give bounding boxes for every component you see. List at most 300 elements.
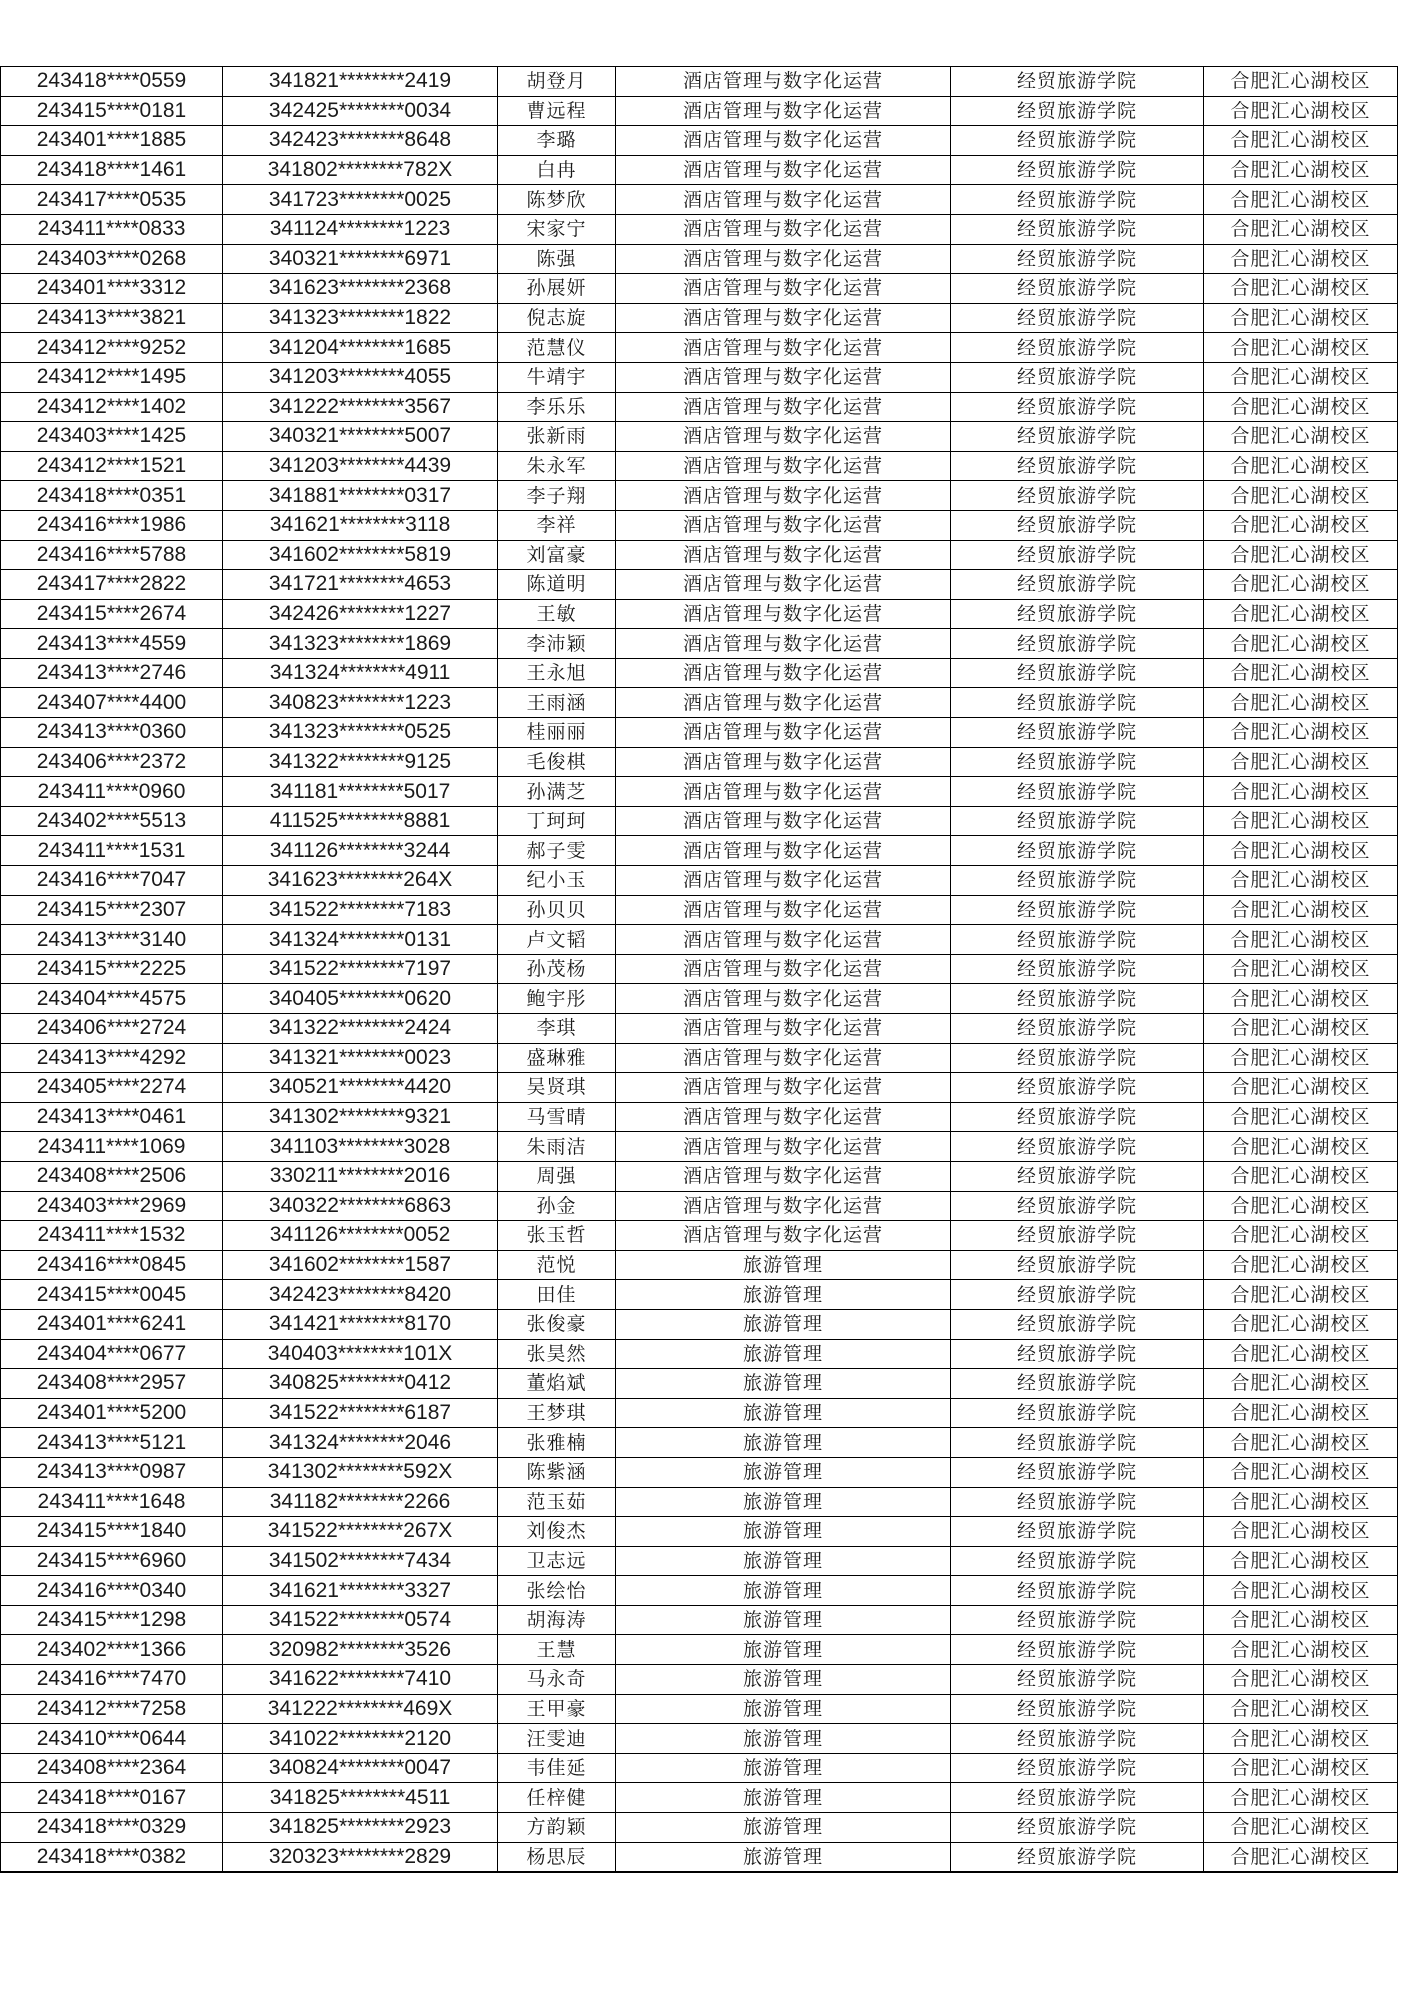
id-number-cell: 341522********267X — [223, 1517, 498, 1547]
major-cell: 旅游管理 — [616, 1813, 951, 1843]
major-cell: 酒店管理与数字化运营 — [616, 747, 951, 777]
id-number-cell: 320982********3526 — [223, 1635, 498, 1665]
id-number-cell: 341204********1685 — [223, 333, 498, 363]
major-cell: 酒店管理与数字化运营 — [616, 481, 951, 511]
exam-number-cell: 243415****2674 — [1, 599, 223, 629]
college-cell: 经贸旅游学院 — [951, 96, 1204, 126]
id-number-cell: 341825********2923 — [223, 1813, 498, 1843]
table-row — [1, 362, 1398, 392]
major-cell: 酒店管理与数字化运营 — [616, 925, 951, 955]
college-cell: 经贸旅游学院 — [951, 1813, 1204, 1843]
college-cell: 经贸旅游学院 — [951, 747, 1204, 777]
table-row — [1, 1280, 1398, 1310]
id-number-cell: 341621********3118 — [223, 510, 498, 540]
exam-number-cell: 243413****2746 — [1, 658, 223, 688]
major-cell: 酒店管理与数字化运营 — [616, 244, 951, 274]
exam-number-cell: 243415****0181 — [1, 96, 223, 126]
exam-number-cell: 243412****9252 — [1, 333, 223, 363]
campus-cell: 合肥汇心湖校区 — [1204, 718, 1398, 748]
major-cell: 旅游管理 — [616, 1428, 951, 1458]
major-cell: 旅游管理 — [616, 1457, 951, 1487]
table-row — [1, 1043, 1398, 1073]
student-name-cell: 王慧 — [498, 1635, 616, 1665]
exam-number-cell: 243404****0677 — [1, 1339, 223, 1369]
major-cell: 酒店管理与数字化运营 — [616, 866, 951, 896]
table-row — [1, 1014, 1398, 1044]
campus-cell: 合肥汇心湖校区 — [1204, 1546, 1398, 1576]
exam-number-cell: 243402****1366 — [1, 1635, 223, 1665]
student-name-cell: 周强 — [498, 1161, 616, 1191]
college-cell: 经贸旅游学院 — [951, 1043, 1204, 1073]
exam-number-cell: 243418****0559 — [1, 67, 223, 97]
campus-cell: 合肥汇心湖校区 — [1204, 1753, 1398, 1783]
campus-cell: 合肥汇心湖校区 — [1204, 895, 1398, 925]
student-name-cell: 孙展妍 — [498, 274, 616, 304]
campus-cell: 合肥汇心湖校区 — [1204, 126, 1398, 156]
campus-cell: 合肥汇心湖校区 — [1204, 629, 1398, 659]
campus-cell: 合肥汇心湖校区 — [1204, 540, 1398, 570]
major-cell: 酒店管理与数字化运营 — [616, 1073, 951, 1103]
college-cell: 经贸旅游学院 — [951, 1191, 1204, 1221]
id-number-cell: 341324********4911 — [223, 658, 498, 688]
major-cell: 旅游管理 — [616, 1309, 951, 1339]
id-number-cell: 341324********0131 — [223, 925, 498, 955]
student-name-cell: 刘富豪 — [498, 540, 616, 570]
table-row — [1, 984, 1398, 1014]
college-cell: 经贸旅游学院 — [951, 895, 1204, 925]
college-cell: 经贸旅游学院 — [951, 1842, 1204, 1872]
student-name-cell: 鲍宇彤 — [498, 984, 616, 1014]
table-row — [1, 540, 1398, 570]
exam-number-cell: 243417****0535 — [1, 185, 223, 215]
exam-number-cell: 243416****7047 — [1, 866, 223, 896]
student-name-cell: 刘俊杰 — [498, 1517, 616, 1547]
campus-cell: 合肥汇心湖校区 — [1204, 1102, 1398, 1132]
table-row — [1, 718, 1398, 748]
table-row — [1, 510, 1398, 540]
major-cell: 酒店管理与数字化运营 — [616, 629, 951, 659]
exam-number-cell: 243411****1069 — [1, 1132, 223, 1162]
campus-cell: 合肥汇心湖校区 — [1204, 481, 1398, 511]
campus-cell: 合肥汇心湖校区 — [1204, 1842, 1398, 1872]
exam-number-cell: 243418****0382 — [1, 1842, 223, 1872]
campus-cell: 合肥汇心湖校区 — [1204, 1073, 1398, 1103]
major-cell: 旅游管理 — [616, 1398, 951, 1428]
student-name-cell: 孙茂杨 — [498, 954, 616, 984]
campus-cell: 合肥汇心湖校区 — [1204, 1665, 1398, 1695]
major-cell: 酒店管理与数字化运营 — [616, 1161, 951, 1191]
table-row — [1, 1546, 1398, 1576]
college-cell: 经贸旅游学院 — [951, 1280, 1204, 1310]
college-cell: 经贸旅游学院 — [951, 1517, 1204, 1547]
major-cell: 旅游管理 — [616, 1576, 951, 1606]
exam-number-cell: 243411****1532 — [1, 1221, 223, 1251]
id-number-cell: 340521********4420 — [223, 1073, 498, 1103]
campus-cell: 合肥汇心湖校区 — [1204, 688, 1398, 718]
id-number-cell: 341022********2120 — [223, 1724, 498, 1754]
exam-number-cell: 243412****7258 — [1, 1694, 223, 1724]
table-row — [1, 1191, 1398, 1221]
id-number-cell: 341622********7410 — [223, 1665, 498, 1695]
exam-number-cell: 243413****3821 — [1, 303, 223, 333]
table-row — [1, 1161, 1398, 1191]
college-cell: 经贸旅游学院 — [951, 1457, 1204, 1487]
exam-number-cell: 243406****2724 — [1, 1014, 223, 1044]
major-cell: 酒店管理与数字化运营 — [616, 777, 951, 807]
exam-number-cell: 243413****0461 — [1, 1102, 223, 1132]
exam-number-cell: 243417****2822 — [1, 570, 223, 600]
exam-number-cell: 243415****2225 — [1, 954, 223, 984]
table-row — [1, 866, 1398, 896]
id-number-cell: 330211********2016 — [223, 1161, 498, 1191]
campus-cell: 合肥汇心湖校区 — [1204, 274, 1398, 304]
id-number-cell: 340322********6863 — [223, 1191, 498, 1221]
campus-cell: 合肥汇心湖校区 — [1204, 1517, 1398, 1547]
college-cell: 经贸旅游学院 — [951, 599, 1204, 629]
table-row — [1, 1487, 1398, 1517]
table-row — [1, 954, 1398, 984]
college-cell: 经贸旅游学院 — [951, 303, 1204, 333]
id-number-cell: 342426********1227 — [223, 599, 498, 629]
student-name-cell: 胡海涛 — [498, 1605, 616, 1635]
id-number-cell: 340405********0620 — [223, 984, 498, 1014]
student-name-cell: 毛俊棋 — [498, 747, 616, 777]
major-cell: 酒店管理与数字化运营 — [616, 422, 951, 452]
table-row — [1, 570, 1398, 600]
exam-number-cell: 243404****4575 — [1, 984, 223, 1014]
student-name-cell: 陈紫涵 — [498, 1457, 616, 1487]
major-cell: 酒店管理与数字化运营 — [616, 214, 951, 244]
college-cell: 经贸旅游学院 — [951, 1398, 1204, 1428]
exam-number-cell: 243411****0960 — [1, 777, 223, 807]
student-name-cell: 曹远程 — [498, 96, 616, 126]
major-cell: 酒店管理与数字化运营 — [616, 954, 951, 984]
college-cell: 经贸旅游学院 — [951, 185, 1204, 215]
campus-cell: 合肥汇心湖校区 — [1204, 658, 1398, 688]
table-row — [1, 67, 1398, 97]
major-cell: 酒店管理与数字化运营 — [616, 895, 951, 925]
table-row — [1, 1517, 1398, 1547]
id-number-cell: 340825********0412 — [223, 1369, 498, 1399]
campus-cell: 合肥汇心湖校区 — [1204, 362, 1398, 392]
campus-cell: 合肥汇心湖校区 — [1204, 777, 1398, 807]
college-cell: 经贸旅游学院 — [951, 984, 1204, 1014]
college-cell: 经贸旅游学院 — [951, 1014, 1204, 1044]
college-cell: 经贸旅游学院 — [951, 1724, 1204, 1754]
college-cell: 经贸旅游学院 — [951, 1753, 1204, 1783]
campus-cell: 合肥汇心湖校区 — [1204, 954, 1398, 984]
exam-number-cell: 243408****2364 — [1, 1753, 223, 1783]
college-cell: 经贸旅游学院 — [951, 214, 1204, 244]
student-name-cell: 任梓健 — [498, 1783, 616, 1813]
major-cell: 酒店管理与数字化运营 — [616, 126, 951, 156]
exam-number-cell: 243403****2969 — [1, 1191, 223, 1221]
exam-number-cell: 243411****1648 — [1, 1487, 223, 1517]
exam-number-cell: 243412****1402 — [1, 392, 223, 422]
campus-cell: 合肥汇心湖校区 — [1204, 1309, 1398, 1339]
exam-number-cell: 243401****6241 — [1, 1309, 223, 1339]
id-number-cell: 340823********1223 — [223, 688, 498, 718]
table-row — [1, 1398, 1398, 1428]
major-cell: 酒店管理与数字化运营 — [616, 984, 951, 1014]
id-number-cell: 411525********8881 — [223, 806, 498, 836]
table-row — [1, 274, 1398, 304]
id-number-cell: 320323********2829 — [223, 1842, 498, 1872]
campus-cell: 合肥汇心湖校区 — [1204, 1724, 1398, 1754]
student-name-cell: 杨思辰 — [498, 1842, 616, 1872]
campus-cell: 合肥汇心湖校区 — [1204, 1221, 1398, 1251]
student-name-cell: 卢文韬 — [498, 925, 616, 955]
campus-cell: 合肥汇心湖校区 — [1204, 1783, 1398, 1813]
table-row — [1, 155, 1398, 185]
exam-number-cell: 243411****1531 — [1, 836, 223, 866]
table-row — [1, 1250, 1398, 1280]
student-name-cell: 王永旭 — [498, 658, 616, 688]
table-row — [1, 1339, 1398, 1369]
exam-number-cell: 243413****4292 — [1, 1043, 223, 1073]
campus-cell: 合肥汇心湖校区 — [1204, 1014, 1398, 1044]
student-name-cell: 李沛颖 — [498, 629, 616, 659]
exam-number-cell: 243416****0340 — [1, 1576, 223, 1606]
exam-number-cell: 243415****6960 — [1, 1546, 223, 1576]
major-cell: 旅游管理 — [616, 1694, 951, 1724]
id-number-cell: 341323********0525 — [223, 718, 498, 748]
exam-number-cell: 243413****0987 — [1, 1457, 223, 1487]
table-row — [1, 1309, 1398, 1339]
roster-sheet — [0, 66, 1398, 1873]
id-number-cell: 341623********264X — [223, 866, 498, 896]
major-cell: 酒店管理与数字化运营 — [616, 303, 951, 333]
id-number-cell: 341124********1223 — [223, 214, 498, 244]
major-cell: 酒店管理与数字化运营 — [616, 67, 951, 97]
student-name-cell: 马雪晴 — [498, 1102, 616, 1132]
major-cell: 酒店管理与数字化运营 — [616, 185, 951, 215]
table-row — [1, 1132, 1398, 1162]
table-row — [1, 185, 1398, 215]
exam-number-cell: 243418****1461 — [1, 155, 223, 185]
student-name-cell: 孙满芝 — [498, 777, 616, 807]
college-cell: 经贸旅游学院 — [951, 155, 1204, 185]
major-cell: 酒店管理与数字化运营 — [616, 540, 951, 570]
id-number-cell: 341322********2424 — [223, 1014, 498, 1044]
id-number-cell: 341421********8170 — [223, 1309, 498, 1339]
table-row — [1, 629, 1398, 659]
student-name-cell: 牛靖宇 — [498, 362, 616, 392]
table-row — [1, 96, 1398, 126]
college-cell: 经贸旅游学院 — [951, 718, 1204, 748]
college-cell: 经贸旅游学院 — [951, 1694, 1204, 1724]
campus-cell: 合肥汇心湖校区 — [1204, 1250, 1398, 1280]
college-cell: 经贸旅游学院 — [951, 1161, 1204, 1191]
id-number-cell: 341502********7434 — [223, 1546, 498, 1576]
student-name-cell: 李子翔 — [498, 481, 616, 511]
campus-cell: 合肥汇心湖校区 — [1204, 1428, 1398, 1458]
student-name-cell: 张雅楠 — [498, 1428, 616, 1458]
major-cell: 酒店管理与数字化运营 — [616, 1221, 951, 1251]
id-number-cell: 341182********2266 — [223, 1487, 498, 1517]
major-cell: 旅游管理 — [616, 1487, 951, 1517]
campus-cell: 合肥汇心湖校区 — [1204, 1280, 1398, 1310]
major-cell: 酒店管理与数字化运营 — [616, 333, 951, 363]
student-name-cell: 倪志旋 — [498, 303, 616, 333]
student-name-cell: 田佳 — [498, 1280, 616, 1310]
exam-number-cell: 243408****2957 — [1, 1369, 223, 1399]
college-cell: 经贸旅游学院 — [951, 540, 1204, 570]
student-name-cell: 范玉茹 — [498, 1487, 616, 1517]
major-cell: 酒店管理与数字化运营 — [616, 274, 951, 304]
student-name-cell: 李琪 — [498, 1014, 616, 1044]
id-number-cell: 341103********3028 — [223, 1132, 498, 1162]
college-cell: 经贸旅游学院 — [951, 333, 1204, 363]
major-cell: 旅游管理 — [616, 1665, 951, 1695]
college-cell: 经贸旅游学院 — [951, 688, 1204, 718]
student-name-cell: 张玉哲 — [498, 1221, 616, 1251]
table-row — [1, 244, 1398, 274]
id-number-cell: 342423********8420 — [223, 1280, 498, 1310]
exam-number-cell: 243401****1885 — [1, 126, 223, 156]
table-row — [1, 1102, 1398, 1132]
student-name-cell: 郝子雯 — [498, 836, 616, 866]
college-cell: 经贸旅游学院 — [951, 1635, 1204, 1665]
student-name-cell: 韦佳延 — [498, 1753, 616, 1783]
exam-number-cell: 243418****0167 — [1, 1783, 223, 1813]
exam-number-cell: 243405****2274 — [1, 1073, 223, 1103]
major-cell: 酒店管理与数字化运营 — [616, 1014, 951, 1044]
major-cell: 酒店管理与数字化运营 — [616, 688, 951, 718]
campus-cell: 合肥汇心湖校区 — [1204, 451, 1398, 481]
college-cell: 经贸旅游学院 — [951, 1073, 1204, 1103]
student-name-cell: 孙贝贝 — [498, 895, 616, 925]
student-name-cell: 吴贤琪 — [498, 1073, 616, 1103]
college-cell: 经贸旅游学院 — [951, 451, 1204, 481]
college-cell: 经贸旅游学院 — [951, 925, 1204, 955]
campus-cell: 合肥汇心湖校区 — [1204, 747, 1398, 777]
college-cell: 经贸旅游学院 — [951, 362, 1204, 392]
student-name-cell: 范悦 — [498, 1250, 616, 1280]
id-number-cell: 340403********101X — [223, 1339, 498, 1369]
major-cell: 酒店管理与数字化运营 — [616, 1102, 951, 1132]
student-name-cell: 孙金 — [498, 1191, 616, 1221]
major-cell: 酒店管理与数字化运营 — [616, 362, 951, 392]
campus-cell: 合肥汇心湖校区 — [1204, 67, 1398, 97]
student-name-cell: 朱雨洁 — [498, 1132, 616, 1162]
campus-cell: 合肥汇心湖校区 — [1204, 1132, 1398, 1162]
exam-number-cell: 243415****1840 — [1, 1517, 223, 1547]
campus-cell: 合肥汇心湖校区 — [1204, 155, 1398, 185]
college-cell: 经贸旅游学院 — [951, 658, 1204, 688]
college-cell: 经贸旅游学院 — [951, 1428, 1204, 1458]
table-row — [1, 422, 1398, 452]
college-cell: 经贸旅游学院 — [951, 481, 1204, 511]
campus-cell: 合肥汇心湖校区 — [1204, 570, 1398, 600]
exam-number-cell: 243411****0833 — [1, 214, 223, 244]
student-name-cell: 范慧仪 — [498, 333, 616, 363]
college-cell: 经贸旅游学院 — [951, 1605, 1204, 1635]
id-number-cell: 341802********782X — [223, 155, 498, 185]
college-cell: 经贸旅游学院 — [951, 1546, 1204, 1576]
campus-cell: 合肥汇心湖校区 — [1204, 185, 1398, 215]
exam-number-cell: 243401****5200 — [1, 1398, 223, 1428]
student-name-cell: 桂丽丽 — [498, 718, 616, 748]
student-name-cell: 张俊豪 — [498, 1309, 616, 1339]
college-cell: 经贸旅游学院 — [951, 1339, 1204, 1369]
campus-cell: 合肥汇心湖校区 — [1204, 303, 1398, 333]
exam-number-cell: 243403****0268 — [1, 244, 223, 274]
major-cell: 酒店管理与数字化运营 — [616, 806, 951, 836]
table-row — [1, 1457, 1398, 1487]
major-cell: 旅游管理 — [616, 1753, 951, 1783]
id-number-cell: 341825********4511 — [223, 1783, 498, 1813]
table-row — [1, 1665, 1398, 1695]
table-row — [1, 1694, 1398, 1724]
student-name-cell: 陈梦欣 — [498, 185, 616, 215]
campus-cell: 合肥汇心湖校区 — [1204, 599, 1398, 629]
id-number-cell: 341126********0052 — [223, 1221, 498, 1251]
id-number-cell: 341323********1822 — [223, 303, 498, 333]
campus-cell: 合肥汇心湖校区 — [1204, 1605, 1398, 1635]
student-name-cell: 盛琳雅 — [498, 1043, 616, 1073]
exam-number-cell: 243410****0644 — [1, 1724, 223, 1754]
student-name-cell: 张昊然 — [498, 1339, 616, 1369]
campus-cell: 合肥汇心湖校区 — [1204, 1813, 1398, 1843]
campus-cell: 合肥汇心湖校区 — [1204, 96, 1398, 126]
table-row — [1, 777, 1398, 807]
id-number-cell: 341222********3567 — [223, 392, 498, 422]
major-cell: 酒店管理与数字化运营 — [616, 155, 951, 185]
campus-cell: 合肥汇心湖校区 — [1204, 1398, 1398, 1428]
major-cell: 酒店管理与数字化运营 — [616, 1132, 951, 1162]
id-number-cell: 341322********9125 — [223, 747, 498, 777]
exam-number-cell: 243416****5788 — [1, 540, 223, 570]
table-row — [1, 1753, 1398, 1783]
student-roster-table — [0, 66, 1398, 1873]
exam-number-cell: 243418****0351 — [1, 481, 223, 511]
college-cell: 经贸旅游学院 — [951, 1102, 1204, 1132]
table-row — [1, 1813, 1398, 1843]
id-number-cell: 341302********592X — [223, 1457, 498, 1487]
exam-number-cell: 243415****2307 — [1, 895, 223, 925]
college-cell: 经贸旅游学院 — [951, 629, 1204, 659]
id-number-cell: 341621********3327 — [223, 1576, 498, 1606]
student-name-cell: 纪小玉 — [498, 866, 616, 896]
student-name-cell: 董焰斌 — [498, 1369, 616, 1399]
campus-cell: 合肥汇心湖校区 — [1204, 984, 1398, 1014]
id-number-cell: 342423********8648 — [223, 126, 498, 156]
campus-cell: 合肥汇心湖校区 — [1204, 925, 1398, 955]
college-cell: 经贸旅游学院 — [951, 777, 1204, 807]
exam-number-cell: 243415****1298 — [1, 1605, 223, 1635]
table-row — [1, 599, 1398, 629]
college-cell: 经贸旅游学院 — [951, 1221, 1204, 1251]
student-name-cell: 陈强 — [498, 244, 616, 274]
id-number-cell: 342425********0034 — [223, 96, 498, 126]
campus-cell: 合肥汇心湖校区 — [1204, 1635, 1398, 1665]
exam-number-cell: 243415****0045 — [1, 1280, 223, 1310]
major-cell: 酒店管理与数字化运营 — [616, 718, 951, 748]
table-row — [1, 1724, 1398, 1754]
id-number-cell: 340321********6971 — [223, 244, 498, 274]
student-name-cell: 张新雨 — [498, 422, 616, 452]
table-row — [1, 1073, 1398, 1103]
student-name-cell: 李祥 — [498, 510, 616, 540]
table-row — [1, 1635, 1398, 1665]
major-cell: 旅游管理 — [616, 1783, 951, 1813]
college-cell: 经贸旅游学院 — [951, 806, 1204, 836]
table-row — [1, 1369, 1398, 1399]
college-cell: 经贸旅游学院 — [951, 1487, 1204, 1517]
college-cell: 经贸旅游学院 — [951, 954, 1204, 984]
exam-number-cell: 243416****7470 — [1, 1665, 223, 1695]
